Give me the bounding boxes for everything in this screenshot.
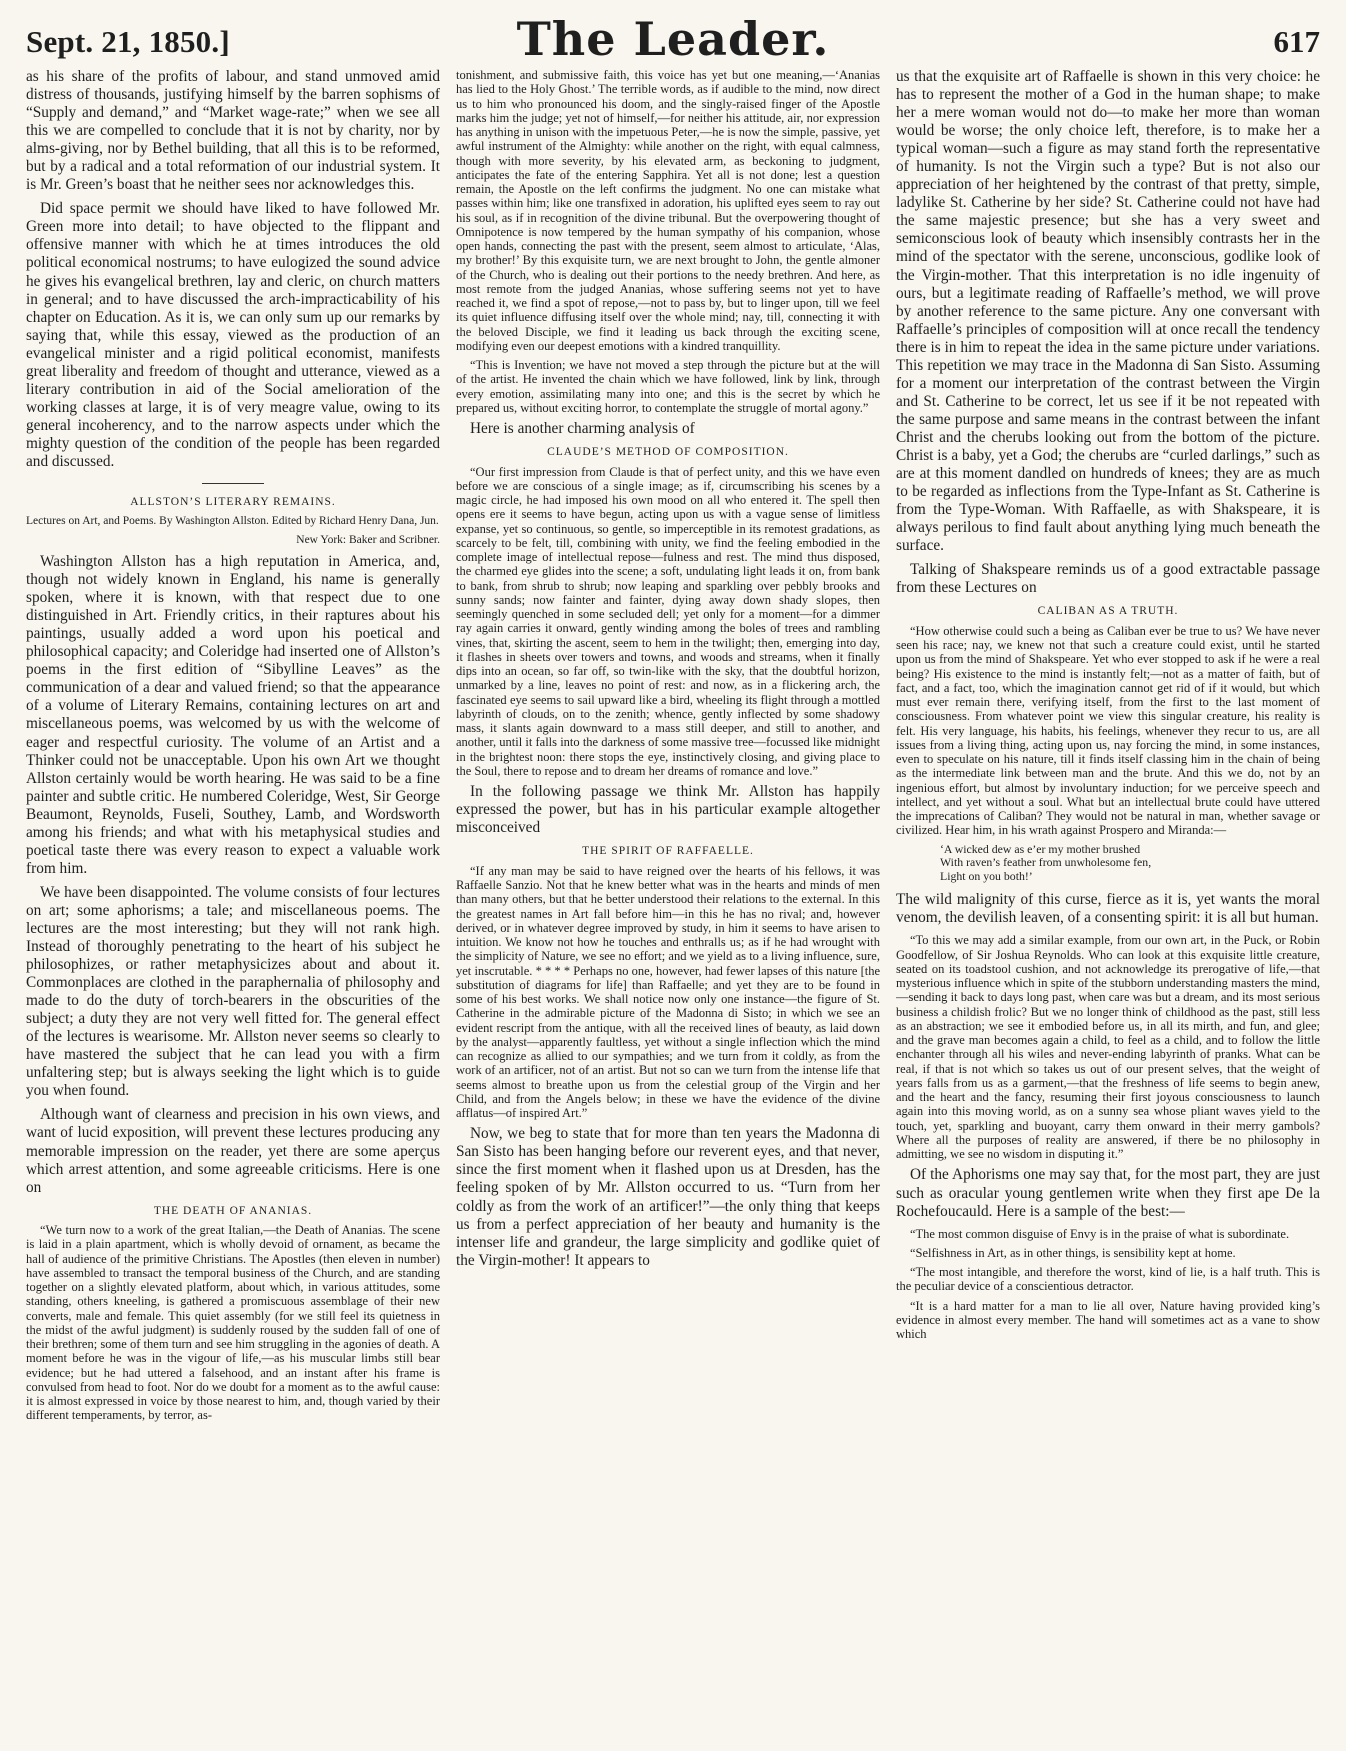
middle-quote-3: “Our first impression from Claude is that of perfect unity, and this we have even before we are conscious of a single image; as if, circumscribing his scenes by a magic circle, he had imposed his own mood on all who entered it. The spell then opens ere it seems to have begun, acting upon us with a vague sense of limitless expanse, yet so continuous, so gentle, so imperceptible in its remotest gradations, as scarcely to be felt, till, combining with unity, we find the feeling embodied in the complete image of intellectual repose—fulness and rest. The mind thus disposed, the charmed eye glides into the scene; a soft, undulating light leads it on, from bank to bank, from shrub to shrub; now leaping and sparkling over pebbly brooks and sunny sands; now fainter and fainter, dying away down shady slopes, then seemingly quenched in some secluded dell; yet only for a moment—for a dimmer ray again carries it onward, gently winding among the boles of trees and rambling vines, that, skirting the ascent, seem to hem in the twilight; then, emerging into day, it flashes in sheets over towers and towns, and woods and streams, when it finally dips into an ocean, so far off, so twin-like with the sky, that the doubtful horizon, unmarked by a line, leaves no point of rest: and now, as in a flickering arch, the fascinated eye seems to sail upward like a bird, wheeling its flight through a mottled labyrinth of clouds, on to the zenith; whence, gently inflected by some shadowy mass, it slants again downward to a mass still deeper, and still to another, and another, until it falls into the darkness of some massive tree—focussed like midnight in the brightest noon: there stops the eye, instinctively closing, and giving place to the Soul, there to repose and to dream her dreams of romance and love.”	[456, 464, 880, 778]
right-paragraph-2: Talking of Shakspeare reminds us of a good extractable passage from these Lectures on	[896, 561, 1320, 597]
right-paragraph-3: The wild malignity of this curse, fierce as it is, yet wants the moral venom, the devilish leaven, of a consenting spirit: it is all but human.	[896, 891, 1320, 927]
section-divider	[202, 483, 264, 484]
left-quote-1: “We turn now to a work of the great Italian,—the Death of Ananias. The scene is laid in a plain apartment, which is wholly devoid of ornament, as became the hall of audience of the primitive Christians. The Apostles (then eleven in number) have assembled to transact the temporal business of the Church, and are standing together on a slightly elevated platform, about which, in various attitudes, some standing, others kneeling, is gathered a promiscuous assemblage of their new converts, male and female. This quiet assembly (for we still feel its quietness in the midst of the awful judgment) is suddenly roused by the sudden fall of one of their brethren; some of them turn and see him struggling in the agonies of death. A moment before he was in the vigour of life,—as his muscular limbs still bear evidence; but he had uttered a falsehood, and an instant after his frame is convulsed from head to foot. Nor do we doubt for a moment as to the awful cause: it is almost expressed in voice by those nearest to him, and, though varied by their different temperaments, by terror, as-	[26, 1223, 440, 1423]
middle-column	[456, 68, 880, 1733]
book-metadata-1: Lectures on Art, and Poems. By Washington Allston. Edited by Richard Henry Dana, Jun.	[26, 514, 439, 527]
middle-paragraph-2: In the following passage we think Mr. Allston has happily expressed the power, but has in his particular example altogether misconceived	[456, 783, 880, 837]
aphorism-2: “Selfishness in Art, as in other things, is sensibility kept at home.	[910, 1245, 1236, 1260]
right-paragraph-4: Of the Aphorisms one may say that, for the most part, they are just such as oracular young gentlemen write when they first ape De la Rochefoucauld. Here is a sample of the best:—	[896, 1166, 1320, 1220]
left-paragraph-5: Although want of clearness and precision in his own views, and want of lucid exposition, will prevent these lectures producing any memorable impression on the reader, yet there are some aperçus which arrest attention, and some agreeable criticisms. Here is one on	[26, 1106, 440, 1196]
left-column	[26, 68, 440, 1733]
issue-date: Sept. 21, 1850.]	[26, 24, 230, 59]
right-column	[896, 68, 1320, 1733]
aphorism-1: “The most common disguise of Envy is in the praise of what is subordinate.	[910, 1226, 1290, 1241]
raffaelle-heading: THE SPIRIT OF RAFFAELLE.	[582, 845, 754, 858]
right-quote-1: “How otherwise could such a being as Caliban ever be true to us? We have never seen his race; nay, we knew not that such a creature could exist, until he started upon us from the mind of Shakspeare. Yet who ever stopped to ask if he were a real being? His existence to the mind is instantly felt;—not as a matter of faith, but of fact, and a fact, too, which the imagination cannot get rid of if it would, but which must ever remain there, verifying itself, from the first to the last moment of consciousness. From whatever point we view this singular creature, his reality is felt. His very language, his habits, his feelings, whenever they recur to us, are all issues from a living thing, acting upon us, nay forcing the mind, in some instances, even to speculate on his nature, till it finds itself classing him in the chain of being as the intermediate link between man and the brute. And this we do, not by an ingenious effort, but almost by involuntary induction; for we perceive speech and intellect, and yet without a soul. What but an intellectual brute could have uttered the imprecations of Caliban? They would not be natural in man, whether savage or civilized. Hear him, in his wrath against Prospero and Miranda:—	[896, 623, 1320, 838]
middle-quote-1: tonishment, and submissive faith, this voice has yet but one meaning,—‘Ananias has lied to the Holy Ghost.’ The terrible words, as if audible to the mind, now direct us to him who pronounced his doom, and the singly-raised finger of the Apostle marks him the judge; yet not of himself,—for neither his attitude, air, nor expression has anything in unison with the impetuous Peter,—he is now the simple, passive, yet awful instrument of the Almighty: while another on the right, with equal calmness, though with more severity, by his elevated arm, as beckoning to judgment, anticipates the fate of the entering Sapphira. Yet all is not done; lest a question remain, the Apostle on the left confirms the judgment. No one can mistake what passes within him; like one transfixed in adoration, his uplifted eyes seem to ray out his soul, as if in recognition of the divine tribunal. But the overpowering thought of Omnipotence is now tempered by the human sympathy of his companion, whose open hands, connecting the past with the present, seem almost to articulate, ‘Alas, my brother!’ By this exquisite turn, we are next brought to John, the gentle almoner of the Church, who is dealing out their portions to the needy brethren. And here, as most remote from the judged Ananias, whose suffering seems not yet to have reached it, we find a spot of repose,—not to pass by, but to linger upon, till we feel its quiet influence diffusing itself over the whole mind; nay, till, connecting it with the beloved Disciple, we find it leading us back through the exciting scene, modifying even our deepest emotions with a kindred tranquillity.	[456, 68, 880, 353]
aphorism-4: “It is a hard matter for a man to lie all over, Nature having provided king’s evidence in almost every member. The hand will sometimes act as a vane to show which	[896, 1298, 1320, 1342]
middle-quote-2: “This is Invention; we have not moved a step through the picture but at the will of the artist. He invented the chain which we have followed, link by link, through every emotion, assimilating many into one; and this is the secret by which he prepared us, without exciting horror, to contemplate the struggle of mortal agony.”	[456, 358, 880, 415]
newspaper-title: The Leader.	[516, 12, 830, 66]
middle-paragraph-3: Now, we beg to state that for more than ten years the Madonna di San Sisto has been hanging before our reverent eyes, and that never, since the first moment when it flashed upon us at Dresden, has the feeling spoken of by Mr. Allston occurred to us. “Turn from her coldly as from the work of an artificer!”—the only thing that keeps us from a perfect appreciation of her beauty and humanity is the intenser life and grandeur, the large simplicity and godlike quiet of the Virgin-mother! It appears to	[456, 1125, 880, 1269]
left-paragraph-4: We have been disappointed. The volume consists of four lectures on art; some aphorisms; a tale; and miscellaneous poems. The lectures are the most interesting; but they will not rank high. Instead of thoroughly penetrating to the heart of his subject he philosophizes, or rather metaphysicizes about and about it. Commonplaces are clothed in the paraphernalia of philosophy and made to do the duty of torch-bearers in the obscurities of the subject; a duty they are not very well fitted for. The general effect of the lectures is wearisome. Mr. Allston never seems so clearly to have mastered the subject that he can lead you with a firm unfaltering step; but is always seeking the light which is to guide you when found.	[26, 883, 440, 1100]
claude-heading: CLAUDE’S METHOD OF COMPOSITION.	[547, 446, 789, 459]
left-paragraph-3: Washington Allston has a high reputation in America, and, though not widely known in England, his name is generally spoken, where it is known, with that respect due to one distinguished in Art. Friendly critics, in their raptures about his paintings, usually added a word upon his poetical and philosophical capacity; and Coleridge had inserted one of Allston’s poems in the first edition of “Sibylline Leaves” as the communication of a dear and valued friend; so that the appearance of a volume of Literary Remains, containing lectures on art and miscellaneous poems, was welcomed by us with the welcome of eager and respectful curiosity. The volume of an Artist and a Thinker could not be unacceptable. Upon his own Art we thought Allston certainly would be worth hearing. He was said to be a fine painter and subtle critic. He numbered Coleridge, West, Sir George Beaumont, Reynolds, Fuseli, Southey, Lamb, and Wordsworth among his friends; and what with his metaphysical studies and poetical taste there was every reason to expect a valuable work from him.	[26, 553, 440, 877]
ananias-heading: THE DEATH OF ANANIAS.	[153, 1204, 313, 1217]
verse-block: ‘A wicked dew as e’er my mother brushed With raven’s feather from unwholesome fen, Light on you both!’	[940, 841, 1152, 883]
article-columns	[26, 68, 1320, 1733]
left-paragraph-1: as his share of the profits of labour, and stand unmoved amid distress of thousands, justifying himself by the barren sophisms of “Supply and demand,” and “Market wage-rate;” when we see all this we are compelled to conclude that it is not by charity, nor by alms-giving, nor by Bethel building, that all this is to be reformed, but by a radical and a total reformation of our industrial system. It is Mr. Green’s boast that he neither sees nor acknowledges this.	[26, 68, 440, 194]
middle-paragraph-1: Here is another charming analysis of	[470, 420, 695, 437]
masthead	[26, 12, 1320, 68]
caliban-heading: CALIBAN AS A TRUTH.	[1037, 605, 1179, 618]
aphorism-3: “The most intangible, and therefore the worst, kind of lie, is a half truth. This is the peculiar device of a conscientious detractor.	[896, 1265, 1320, 1294]
page-number: 617	[1273, 24, 1320, 59]
allston-heading: ALLSTON’S LITERARY REMAINS.	[130, 496, 336, 509]
right-quote-2: “To this we may add a similar example, from our own art, in the Puck, or Robin Goodfellow, of Sir Joshua Reynolds. Who can look at this exquisite little creature, seated on its toadstool cushion, and not acknowledge its prerogative of life,—that mysterious influence which in spite of the stubborn understanding masters the mind,—sending it back to days long past, when care was but a dream, and its most serious business a childish frolic? But we no longer think of childhood as the past, still less as an abstraction; we see it embodied before us, in all its mirth, and fun, and glee; and the grave man becomes again a child, to feel as a child, and to follow the little enchanter through all his wiles and never-ending labyrinth of pranks. What can be real, if that is not which so takes us out of our present selves, that the weight of years falls from us as a garment,—that the freshness of life seems to begin anew, and the heart and the fancy, resuming their first joyous consciousness to launch again into this moving world, as on a sunny sea whose pliant waves yield to the touch, yet, sparkling and buoyant, carry them onward in their merry gambols? Where all the purposes of reality are answered, if there be no philosophy in admitting, we see no wisdom in disputing it.”	[896, 933, 1320, 1162]
middle-quote-4: “If any man may be said to have reigned over the hearts of his fellows, it was Raffaelle Sanzio. Not that he knew better what was in the hearts and minds of men than many others, but that he better understood their relations to the external. In this the greatest names in Art fall before him—in this he has no rival; and, however derived, or in whatever degree improved by study, in him it seems to have arisen to intuition. We know not how he touches and enthralls us; as if he had wrought with the simplicity of Nature, we see no effort; and we yield as to a living influence, sure, yet inscrutable. * * * * Perhaps no one, however, had fewer lapses of this nature [the substitution of diagrams for life] than Raffaelle; and yet they are to be found in some of his best works. We shall notice now only one instance—the figure of St. Catherine in the admirable picture of the Madonna di Sisto; in which we see an evident rescript from the antique, with all the received lines of beauty, as laid down by the analyst—apparently faultless, yet without a single inflection which the mind can recognize as allied to our sympathies; and we turn from it coldly, as from the work of an artificer, not of an artist. But not so can we turn from the intense life that seems almost to breathe upon us from the celestial group of the Virgin and her Child, and from the Angels below; in these we have the evidence of the divine afflatus—of inspired Art.”	[456, 863, 880, 1121]
left-paragraph-2: Did space permit we should have liked to have followed Mr. Green more into detail; to have objected to the flippant and offensive manner with which he at times introduces the old political economical nostrums; to have eulogized the sound advice he gives his evangelical brethren, lay and cleric, on church matters in general; and to have discussed the arch-impracticability of his chapter on Education. As it is, we can only sum up our remarks by saying that, while this essay, viewed as the production of an evangelical minister and a rigid political economist, manifests great liberality and freedom of thought and utterance, viewed as a literary contribution in aid of the Social amelioration of the working classes at large, it is of very meagre value, owing to its general incoherency, and to the narrow aspects under which the mighty question of the condition of the people has been regarded and discussed.	[26, 200, 440, 470]
book-metadata-2: New York: Baker and Scribner.	[296, 533, 440, 546]
right-paragraph-1: us that the exquisite art of Raffaelle is shown in this very choice: he has to represent the mother of a God in the human shape; to make her a mere woman would not do—to make her more than woman would be worse; the only choice left, therefore, is to make her a typical woman—such a figure as may stand forth the representative of humanity. Is not the Virgin such a type? But is not also our appreciation of her heightened by the contrast of that pretty, simple, ladylike St. Catherine by her side? St. Catherine could not have had the same majestic presence; but she has a very sweet and semiconscious look of beauty which insensibly contrasts her in the mind of the spectator with the serene, unconscious, godlike look of the Virgin-mother. That this interpretation is no idle ingenuity of ours, but a legitimate reading of Raffaelle’s method, we will prove by another reference to the same picture. Any one conversant with Raffaelle’s principles of composition will at once recall the tendency there is in him to repeat the idea in the same picture under variations. This repetition we may trace in the Madonna di San Sisto. Assuming for a moment our interpretation of the contrast between the Virgin and St. Catherine to be correct, let us see if it be not repeated with the same purpose and same means in the contrast between the infant Christ and the cherubs looking out from the bottom of the picture. Christ is a baby, yet a God; the cherubs are “curled darlings,” such as are at this moment dandled on hundreds of knees; they are as much to be regarded as inflections from the Type-Infant as St. Catherine is from the Type-Woman. With Raffaelle, as with Shakspeare, it is always perilous to find fault about anything lying much beneath the surface.	[896, 68, 1320, 555]
